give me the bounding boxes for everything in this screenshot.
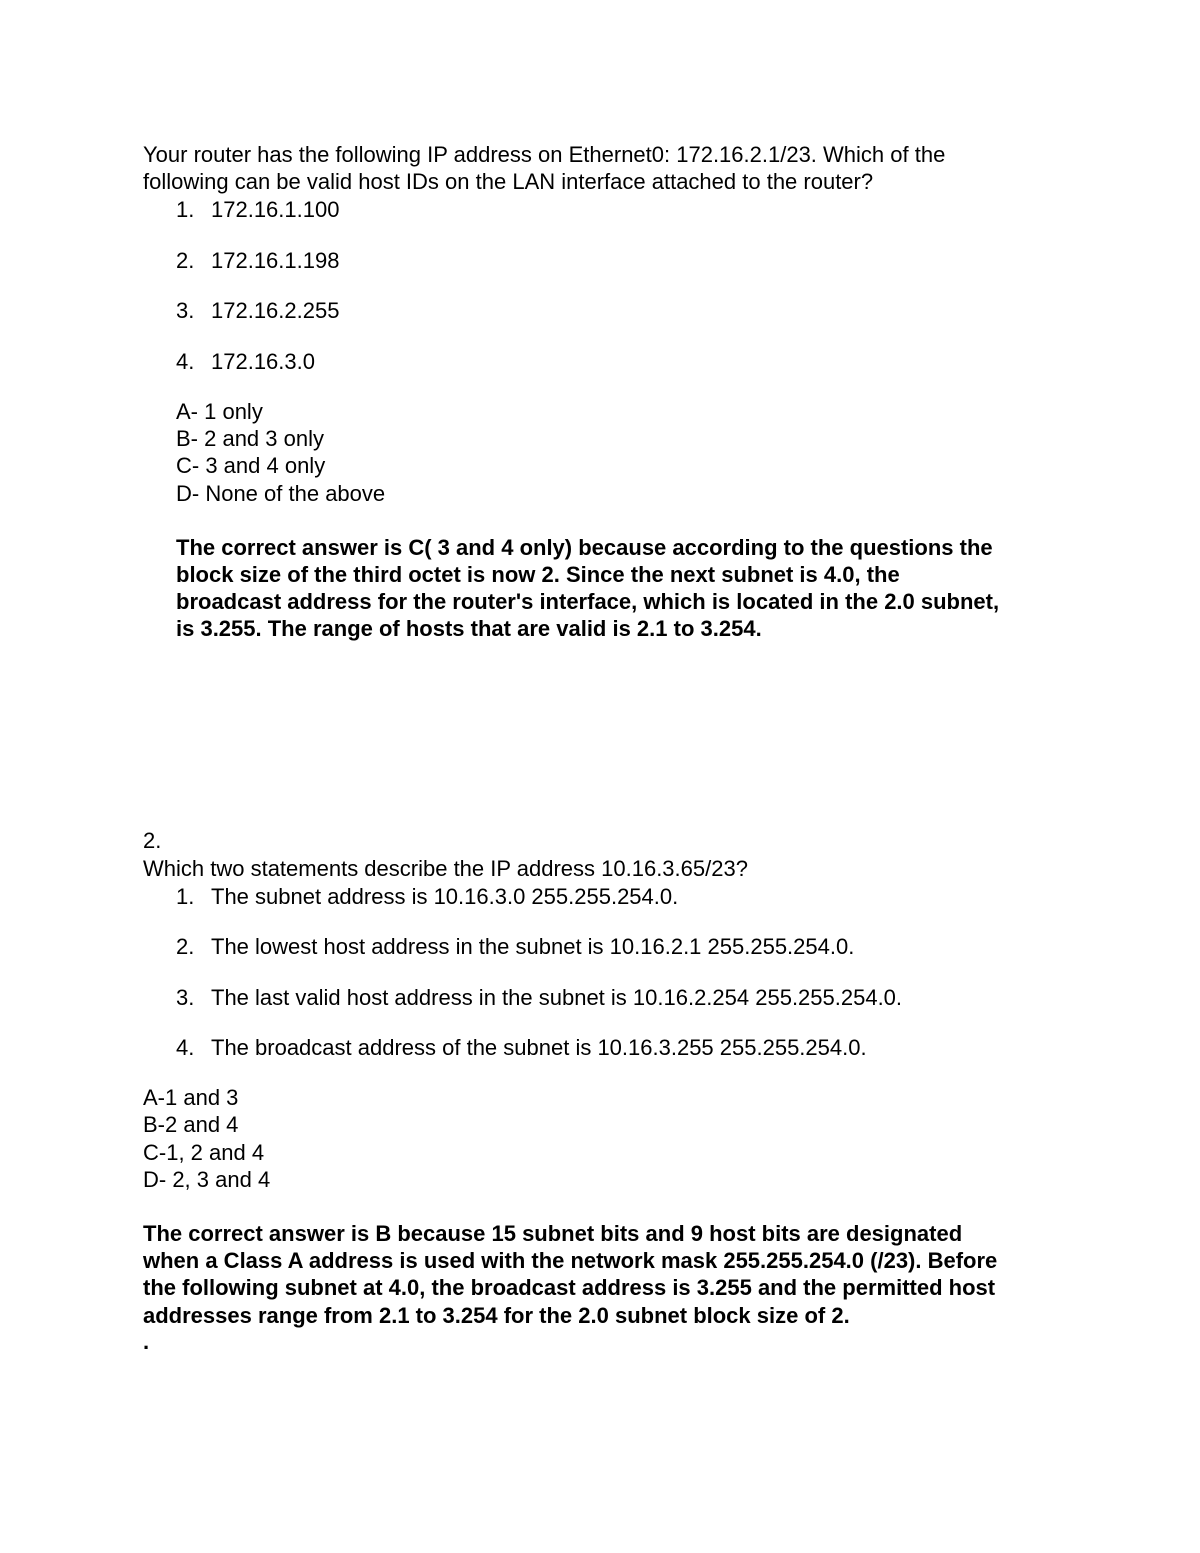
q2-statement-number: 2. (176, 934, 195, 959)
q2-statement-number: 3. (176, 985, 195, 1010)
q2-answer-line: addresses range from 2.1 to 3.254 for the 2.0 subnet block size of 2. (143, 1303, 850, 1328)
q2-statement-text: The broadcast address of the subnet is 10.16.3.255 255.255.254.0. (211, 1035, 867, 1060)
q1-option-text: 172.16.1.198 (211, 248, 340, 273)
q1-choice: B- 2 and 3 only (176, 426, 324, 451)
trailing-period: . (143, 1329, 150, 1354)
q1-option-number: 3. (176, 298, 195, 323)
q1-answer-line: is 3.255. The range of hosts that are valid is 2.1 to 3.254. (176, 616, 762, 641)
q2-statement-number: 4. (176, 1035, 195, 1060)
q2-choice: D- 2, 3 and 4 (143, 1167, 271, 1192)
q1-option-text: 172.16.2.255 (211, 298, 340, 323)
q1-option-text: 172.16.1.100 (211, 197, 340, 222)
q2-answer-line: The correct answer is B because 15 subnet bits and 9 host bits are designated (143, 1221, 963, 1246)
q1-stem-line-2: following can be valid host IDs on the LAN interface attached to the router? (143, 169, 874, 194)
q2-number: 2. (143, 828, 162, 853)
q2-choice: C-1, 2 and 4 (143, 1140, 265, 1165)
q2-statement-text: The lowest host address in the subnet is 10.16.2.1 255.255.254.0. (211, 934, 855, 959)
q1-choice: A- 1 only (176, 399, 263, 424)
q2-statement-text: The subnet address is 10.16.3.0 255.255.254.0. (211, 884, 679, 909)
q2-statement-text: The last valid host address in the subnet is 10.16.2.254 255.255.254.0. (211, 985, 903, 1010)
q2-stem: Which two statements describe the IP address 10.16.3.65/23? (143, 856, 748, 881)
q1-answer-line: broadcast address for the router's interface, which is located in the 2.0 subnet, (176, 589, 1000, 614)
q1-choice: C- 3 and 4 only (176, 453, 326, 478)
q2-choice: B-2 and 4 (143, 1112, 239, 1137)
q1-choice: D- None of the above (176, 481, 386, 506)
q2-choice: A-1 and 3 (143, 1085, 239, 1110)
q1-option-number: 2. (176, 248, 195, 273)
q1-answer-line: The correct answer is C( 3 and 4 only) because according to the questions the (176, 535, 993, 560)
q2-answer-line: when a Class A address is used with the network mask 255.255.254.0 (/23). Before (143, 1248, 998, 1273)
q1-option-number: 1. (176, 197, 195, 222)
q1-answer-line: block size of the third octet is now 2. Since the next subnet is 4.0, the (176, 562, 900, 587)
q2-answer-line: the following subnet at 4.0, the broadcast address is 3.255 and the permitted host (143, 1275, 996, 1300)
q1-stem-line-1: Your router has the following IP address on Ethernet0: 172.16.2.1/23. Which of the (143, 142, 946, 167)
q1-option-number: 4. (176, 349, 195, 374)
q2-statement-number: 1. (176, 884, 195, 909)
q1-option-text: 172.16.3.0 (211, 349, 315, 374)
